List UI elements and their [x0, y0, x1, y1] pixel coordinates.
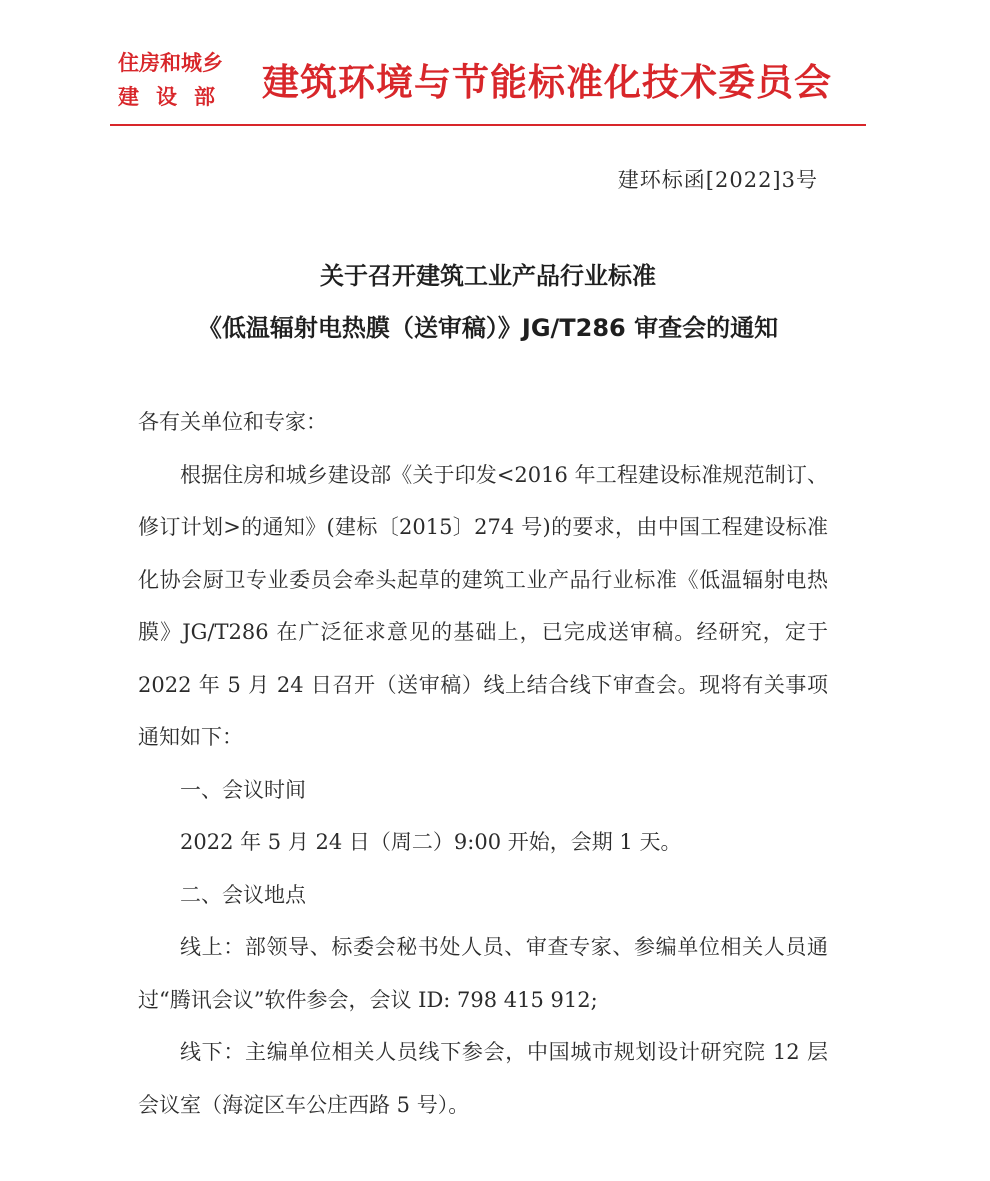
ministry-line-2: 建设部: [118, 85, 232, 109]
document-body: [138, 396, 828, 1131]
title-line-2: 《低温辐射电热膜（送审稿）》JG/T286 审查会的通知: [197, 314, 779, 342]
ministry-name: [118, 46, 248, 114]
intro-paragraph: 根据住房和城乡建设部《关于印发<2016 年工程建设标准规范制订、修订计划>的通知》(建标〔2015〕274 号)的要求，由中国工程建设标准化协会厨卫专业委员会牵头起草的建筑工业产品行业标准《低温辐射电热膜》JG/T286 在广泛征求意见的基础上，已完成送审稿。经研究，定于 2022 年 5 月 24 日召开（送审稿）线上结合线下审查会。现将有关事项通知如下：: [138, 462, 828, 749]
salutation: 各有关单位和专家：: [138, 410, 327, 434]
committee-name: 建筑环境与节能标准化技术委员会: [262, 61, 832, 104]
section-2-heading: 二、会议地点: [180, 882, 306, 907]
offline-venue-text: 线下：主编单位相关人员线下参会，中国城市规划设计研究院 12 层会议室（海淀区车公庄西路 5 号）。: [138, 1040, 828, 1117]
letterhead-divider: [110, 124, 866, 126]
section-1-text: 2022 年 5 月 24 日（周二）9:00 开始，会期 1 天。: [180, 830, 682, 854]
document-number: 建环标函[2022]3号: [617, 168, 818, 192]
ministry-line-1: 住房和城乡: [118, 51, 223, 75]
online-venue-text: 线上：部领导、标委会秘书处人员、审查专家、参编单位相关人员通过“腾讯会议”软件参会，会议 ID: 798 415 912;: [138, 935, 828, 1012]
section-1-heading: 一、会议时间: [180, 777, 306, 802]
title-line-1: 关于召开建筑工业产品行业标准: [320, 262, 656, 290]
